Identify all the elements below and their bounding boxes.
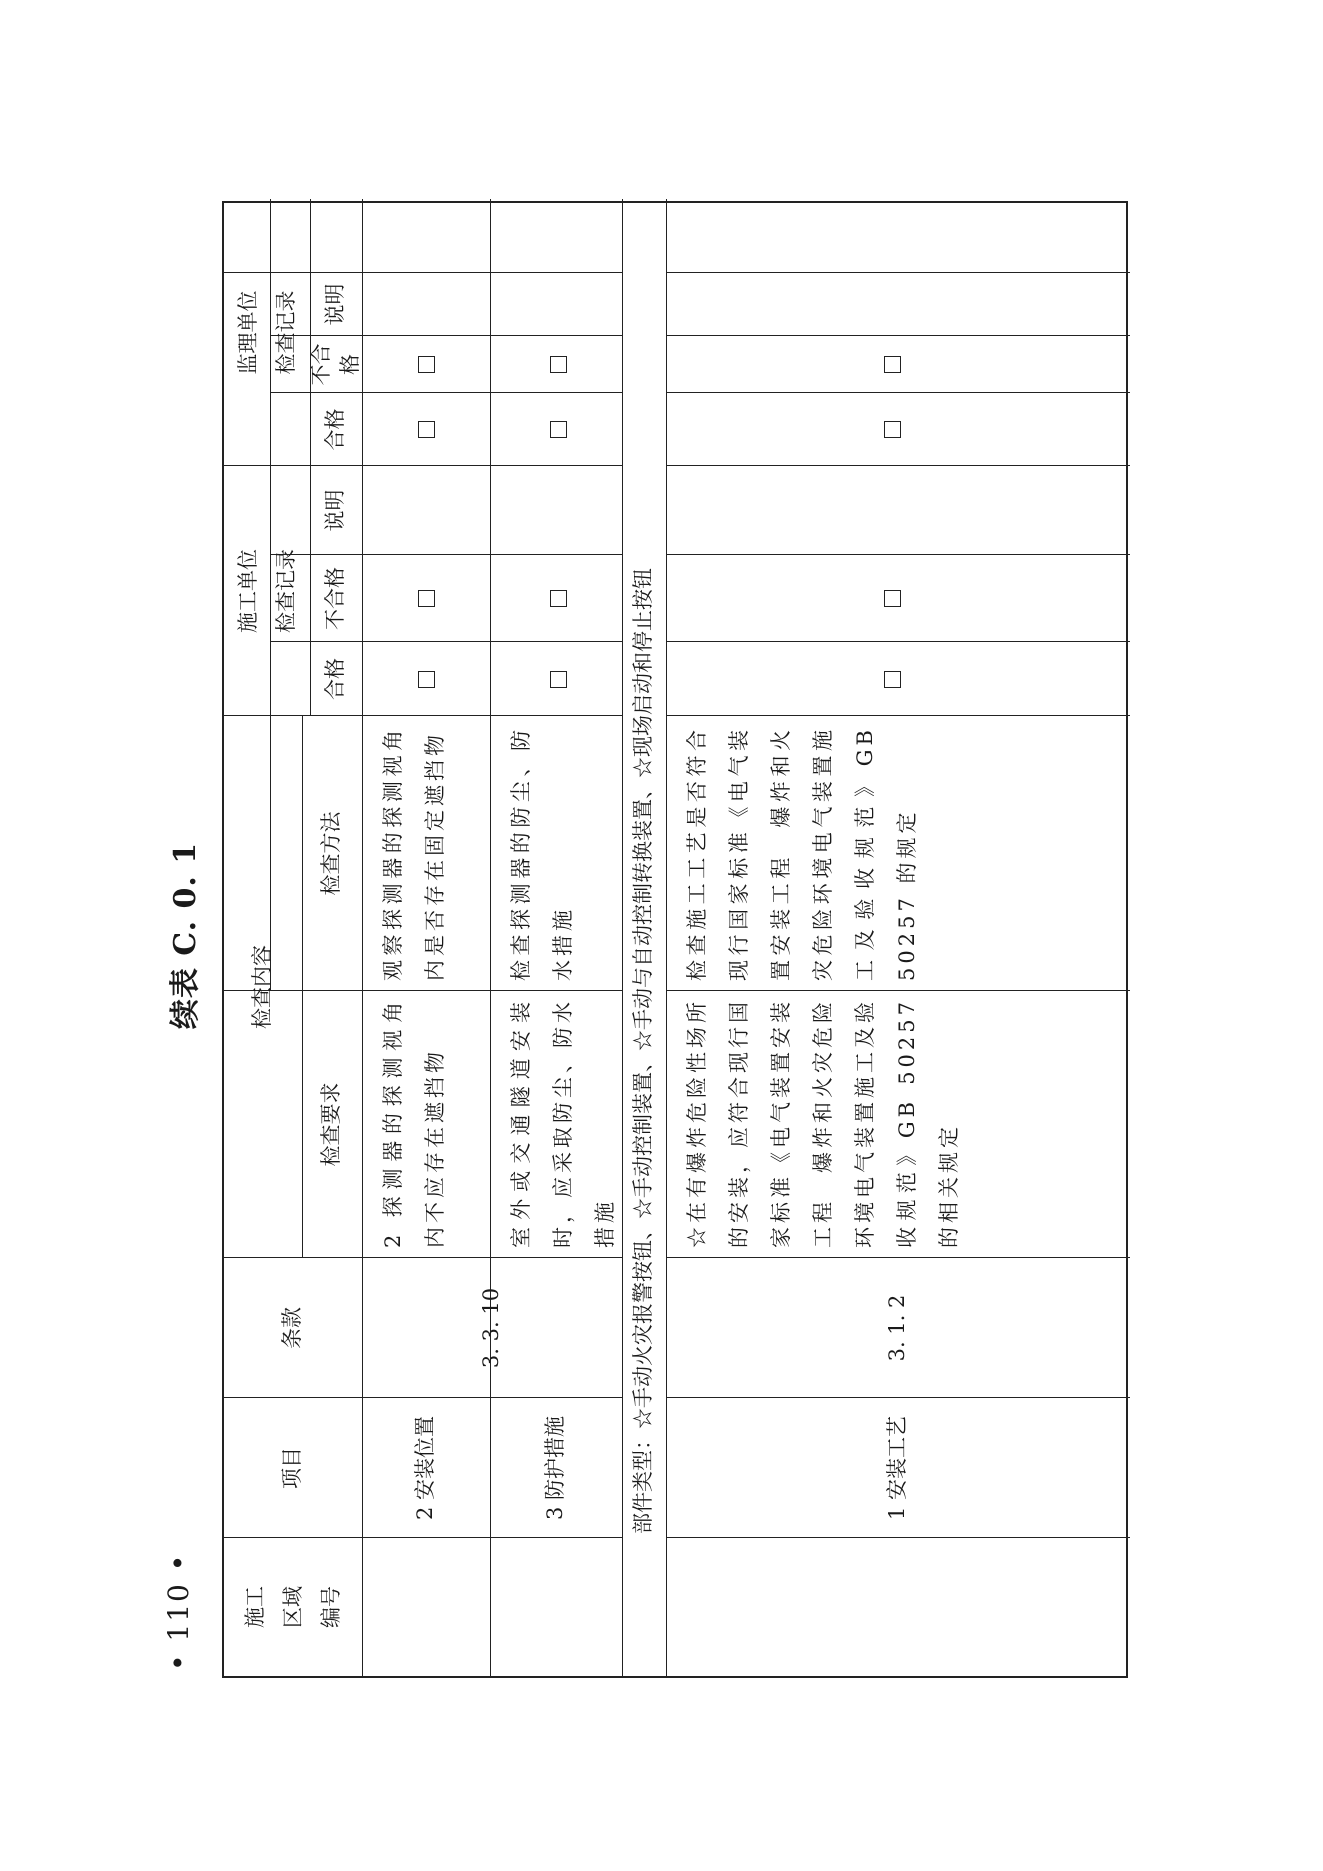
row2-requirement: 室外或交通隧道安装时，应采取防尘、防水措施 <box>509 998 617 1248</box>
header-zone-id: 施工 区域 编号 <box>243 1586 343 1628</box>
row1-requirement: 2 探测器的探测视角内不应存在遮挡物 <box>381 998 447 1248</box>
header-method: 检查方法 <box>319 811 344 896</box>
row-clause: 3. 3. 10 <box>479 1287 504 1369</box>
header-supervisor-record: 监理单位 检查记录 <box>236 290 298 375</box>
row3-contractor-pass-checkbox[interactable] <box>884 671 901 688</box>
row1-supervisor-fail-checkbox[interactable] <box>418 356 435 373</box>
header-contractor-pass: 合格 <box>323 658 348 700</box>
row2-method: 检查探测器的防尘、防水措施 <box>509 726 575 981</box>
row3-supervisor-fail-checkbox[interactable] <box>884 356 901 373</box>
row3-item: 1 安装工艺 <box>885 1415 910 1521</box>
header-supervisor-pass: 合格 <box>323 408 348 451</box>
row2-item: 3 防护措施 <box>543 1415 568 1521</box>
row1-item: 2 安装位置 <box>413 1415 438 1521</box>
inspection-table <box>222 201 1128 1678</box>
row3-contractor-fail-checkbox[interactable] <box>884 590 901 607</box>
row3-requirement: ☆在有爆炸危险性场所的安装，应符合现行国家标准《电气装置安装工程 爆炸和火灾危险环境电气装置施工及验收规范》GB 50257 的相关规定 <box>685 998 961 1248</box>
page-number: • 110 • <box>162 1552 195 1671</box>
row1-method: 观察探测器的探测视角内是否存在固定遮挡物 <box>381 726 447 981</box>
component-type-row: 部件类型：☆手动火灾报警按钮、☆手动控制装置、☆手动与自动控制转换装置、☆现场启动和停止按钮 <box>631 568 656 1534</box>
table-title: 续表 C. 0. 1 <box>168 841 203 1030</box>
header-contractor-record: 施工单位 检查记录 <box>236 549 298 633</box>
header-item: 项目 <box>280 1447 305 1489</box>
row3-supervisor-pass-checkbox[interactable] <box>884 421 901 438</box>
row2-supervisor-fail-checkbox[interactable] <box>550 356 567 373</box>
header-requirement: 检查要求 <box>319 1082 344 1167</box>
row2-supervisor-pass-checkbox[interactable] <box>550 421 567 438</box>
row3-method: 检查施工工艺是否符合现行国家标准《电气装置安装工程 爆炸和火灾危险环境电气装置施工及验收规范》GB 50257 的规定 <box>685 726 919 981</box>
header-supervisor-note: 说明 <box>323 283 348 326</box>
header-contractor-fail: 不合格 <box>323 567 348 630</box>
row2-contractor-fail-checkbox[interactable] <box>550 590 567 607</box>
header-contractor-note: 说明 <box>323 489 348 532</box>
header-supervisor-fail: 不合格 <box>308 343 362 386</box>
row1-contractor-pass-checkbox[interactable] <box>418 671 435 688</box>
row1-contractor-fail-checkbox[interactable] <box>418 590 435 607</box>
header-clause: 条款 <box>280 1307 305 1349</box>
row1-supervisor-pass-checkbox[interactable] <box>418 421 435 438</box>
row3-clause: 3. 1. 2 <box>885 1294 910 1362</box>
row2-contractor-pass-checkbox[interactable] <box>550 671 567 688</box>
header-inspection-content: 检查内容 <box>250 945 275 1029</box>
